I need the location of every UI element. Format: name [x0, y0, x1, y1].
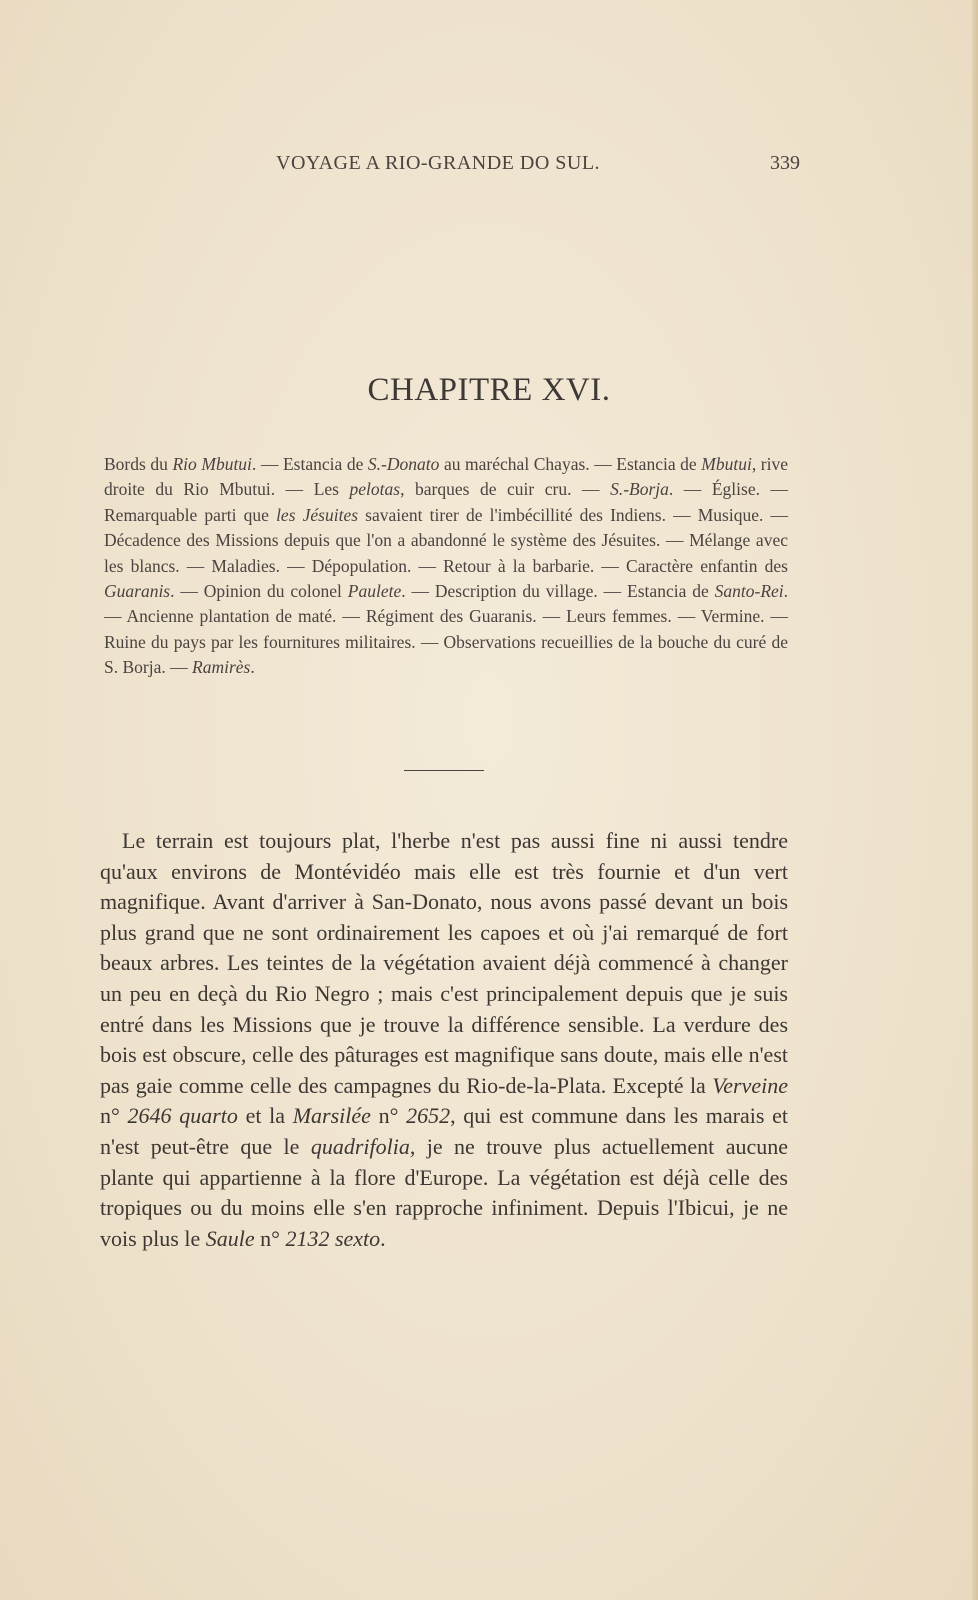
summary-text: . — Estancia de	[251, 454, 368, 474]
body-text: et la	[237, 1103, 293, 1129]
summary-italic-text: Paulete	[347, 581, 402, 602]
summary-italic-text: Mbutui	[701, 454, 752, 474]
summary-text: . — Église. — Remarquable parti que	[104, 479, 788, 525]
chapter-title: CHAPITRE XVI.	[367, 372, 611, 408]
summary-text: . — Ancienne plantation de maté. — Régiment des Guaranis. — Leurs femmes. — Vermine. — Ruine du pays par les fournitures militaires. — Observations recueillies de la bouche du curé de S. Borja. —	[104, 581, 789, 678]
summary-italic-text: les Jésuites	[276, 504, 359, 525]
summary-italic-text: Ramirès	[192, 657, 251, 678]
body-italic-text: 2652	[406, 1103, 451, 1129]
body-italic-text: Marsilée	[292, 1103, 371, 1129]
body-text: , je ne trouve plus actuellement aucune plante qui appartienne à la flore d'Europe. La végétation est déjà celle des tropiques ou du moins elle s'en rapproche infiniment. Depuis l'Ibicui, je ne vois plus le	[100, 1133, 788, 1251]
body-text: n°	[254, 1225, 286, 1251]
body-italic-text: 2646 quarto	[127, 1103, 238, 1129]
body-italic-text: quadrifolia	[310, 1133, 410, 1159]
body-text: n°	[100, 1103, 128, 1129]
body-italic-text: Saule	[205, 1225, 255, 1251]
summary-italic-text: Santo-Rei	[714, 581, 784, 602]
body-text: .	[380, 1225, 386, 1251]
summary-text: . — Description du village. — Estancia de	[401, 581, 715, 602]
chapter-summary	[104, 452, 788, 681]
page-edge	[972, 0, 978, 1600]
body-italic-text: 2132 sexto	[285, 1225, 381, 1251]
running-title: VOYAGE A RIO-GRANDE DO SUL.	[276, 152, 601, 174]
summary-text: .	[250, 657, 255, 678]
body-italic-text: Verveine	[712, 1072, 788, 1098]
summary-text: savaient tirer de l'imbécillité des Indiens. — Musique. — Décadence des Missions depuis que l'on a abandonné le système des Jésuites. — Mélange avec les blancs. — Maladies. — Dépopulation. — Retour à la barbarie. — Caractère enfantin des	[104, 504, 788, 576]
running-head	[100, 152, 800, 182]
body-paragraph	[100, 826, 788, 1254]
summary-italic-text: S.-Donato	[367, 454, 440, 474]
summary-text: Bords du	[104, 454, 173, 474]
summary-text: , barques de cuir cru. —	[400, 479, 611, 500]
summary-text: au maréchal Chayas. — Estancia de	[439, 454, 702, 474]
body-text: , qui est commune dans les marais et n'est peut-être que le	[100, 1103, 788, 1159]
summary-text: , rive droite du Rio Mbutui. — Les	[104, 454, 789, 500]
summary-italic-text: Guaranis	[104, 581, 171, 602]
summary-italic-text: S.-Borja	[610, 479, 669, 500]
body-text: n°	[370, 1103, 407, 1129]
summary-italic-text: pelotas	[349, 479, 401, 500]
body-text: Le terrain est toujours plat, l'herbe n'est pas aussi fine ni aussi tendre qu'aux environs de Montévidéo mais elle est très fournie et d'un vert magnifique. Avant d'arriver à San-Donato, nous avons passé devant un bois plus grand que ne sont ordinairement les capoes et où j'ai remarqué de fort beaux arbres. Les teintes de la végétation avaient déjà commencé à changer un peu en deçà du Rio Negro ; mais c'est principalement depuis que je suis entré dans les Missions que je trouve la différence sensible. La verdure des bois est obscure, celle des pâturages est magnifique sans doute, mais elle n'est pas gaie comme celle des campagnes du Rio-de-la-Plata. Excepté la	[100, 828, 788, 1098]
section-divider	[404, 770, 484, 771]
summary-text: . — Opinion du colonel	[170, 581, 348, 602]
page-number: 339	[770, 152, 800, 174]
summary-italic-text: Rio Mbutui	[172, 454, 252, 474]
